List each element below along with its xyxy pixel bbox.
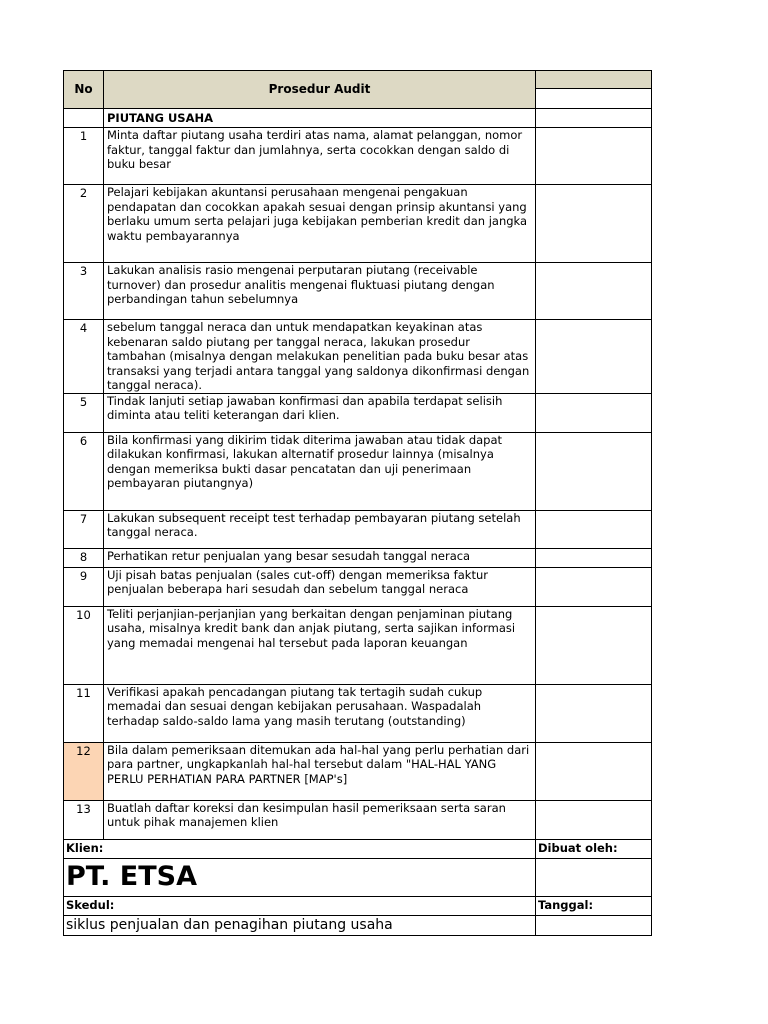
row-procedure[interactable] (104, 742, 536, 800)
row-number[interactable]: 2 (64, 185, 104, 263)
row-procedure[interactable] (104, 432, 536, 510)
row-procedure[interactable] (104, 263, 536, 320)
section-no-cell[interactable] (64, 109, 104, 128)
table-row (64, 742, 652, 800)
header-procedure[interactable]: Prosedur Audit (104, 71, 536, 109)
row-right-cell[interactable] (536, 684, 652, 742)
section-title[interactable]: PIUTANG USAHA (104, 109, 536, 128)
schedule-label[interactable]: Skedul: (64, 896, 536, 915)
procedure-text: Bila konfirmasi yang dikirim tidak diterima jawaban atau tidak dapat dilakukan konfirmasi, lakukan alternatif prosedur lainnya (misalnya dengan memeriksa bukti dasar pencatatan dan uji penerimaan pembayaran piutangnya) (107, 432, 503, 490)
procedure-text: Teliti perjanjian-perjanjian yang berkaitan dengan penjaminan piutang usaha, misalnya kredit bank dan anjak piutang, serta sajikan informasi yang memadai mengenai hal tersebut pada laporan keuangan (107, 606, 516, 650)
row-right-cell[interactable] (536, 800, 652, 839)
section-right-cell[interactable] (536, 109, 652, 128)
cycle-text[interactable]: siklus penjualan dan penagihan piutang usaha (64, 915, 536, 935)
row-number[interactable]: 6 (64, 432, 104, 510)
row-number[interactable]: 9 (64, 567, 104, 606)
table-row (64, 510, 652, 548)
client-label[interactable]: Klien: (64, 839, 536, 858)
audit-procedure-table (63, 70, 652, 936)
row-right-cell[interactable] (536, 606, 652, 684)
row-right-cell[interactable] (536, 432, 652, 510)
table-row (64, 393, 652, 432)
date-label[interactable]: Tanggal: (536, 896, 652, 915)
row-procedure[interactable] (104, 606, 536, 684)
row-procedure[interactable] (104, 510, 536, 548)
row-number[interactable]: 1 (64, 128, 104, 185)
row-procedure[interactable] (104, 185, 536, 263)
procedure-text: Perhatikan retur penjualan yang besar sesudah tanggal neraca (107, 548, 471, 563)
table-row (64, 548, 652, 567)
row-number[interactable]: 4 (64, 320, 104, 394)
header-right-cell[interactable] (536, 71, 652, 109)
row-right-cell[interactable] (536, 263, 652, 320)
row-procedure[interactable] (104, 548, 536, 567)
procedure-text: Buatlah daftar koreksi dan kesimpulan hasil pemeriksaan serta saran untuk pihak manajemen klien (107, 800, 506, 829)
row-procedure[interactable] (104, 800, 536, 839)
table-row (64, 567, 652, 606)
row-procedure[interactable] (104, 684, 536, 742)
row-procedure[interactable] (104, 320, 536, 394)
row-number[interactable]: 3 (64, 263, 104, 320)
row-procedure[interactable] (104, 128, 536, 185)
audit-program-sheet (63, 70, 651, 936)
prepared-by-value-cell[interactable] (536, 858, 652, 896)
header-no[interactable]: No (64, 71, 104, 109)
row-number[interactable]: 11 (64, 684, 104, 742)
row-right-cell[interactable] (536, 185, 652, 263)
row-procedure[interactable] (104, 393, 536, 432)
table-row (64, 684, 652, 742)
row-right-cell[interactable] (536, 128, 652, 185)
table-row (64, 128, 652, 185)
row-number[interactable]: 5 (64, 393, 104, 432)
table-row (64, 263, 652, 320)
procedure-text: Pelajari kebijakan akuntansi perusahaan mengenai pengakuan pendapatan dan cocokkan apakah sesuai dengan prinsip akuntansi yang berlaku umum serta pelajari juga kebijakan pemberian kredit dan jangka waktu pembayarannya (107, 185, 528, 243)
table-row (64, 432, 652, 510)
procedure-text: Verifikasi apakah pencadangan piutang tak tertagih sudah cukup memadai dan sesuai dengan kebijakan perusahaan. Waspadalah terhadap saldo-saldo lama yang masih terutang (outstanding) (107, 684, 483, 728)
row-right-cell[interactable] (536, 393, 652, 432)
row-number[interactable]: 13 (64, 800, 104, 839)
table-row (64, 606, 652, 684)
row-procedure[interactable] (104, 567, 536, 606)
row-number[interactable]: 7 (64, 510, 104, 548)
row-right-cell[interactable] (536, 742, 652, 800)
procedure-text: Uji pisah batas penjualan (sales cut-off) dengan memeriksa faktur penjualan beberapa hari sesudah dan sebelum tanggal neraca (107, 567, 488, 596)
row-number-selected[interactable]: 12 (64, 742, 104, 800)
procedure-text: sebelum tanggal neraca dan untuk mendapatkan keyakinan atas kebenaran saldo piutang per tanggal neraca, lakukan prosedur tambahan (misalnya dengan melakukan penelitian pada buku besar atas transaksi yang terjadi antara tanggal yang saldonya dikonfirmasi dengan tanggal neraca). (107, 320, 530, 392)
date-value-cell[interactable] (536, 915, 652, 935)
table-row (64, 800, 652, 839)
row-right-cell[interactable] (536, 567, 652, 606)
row-number[interactable]: 8 (64, 548, 104, 567)
procedure-text: Lakukan subsequent receipt test terhadap pembayaran piutang setelah tanggal neraca. (107, 510, 521, 539)
row-right-cell[interactable] (536, 548, 652, 567)
row-number[interactable]: 10 (64, 606, 104, 684)
row-right-cell[interactable] (536, 320, 652, 394)
table-row (64, 320, 652, 394)
prepared-by-label[interactable]: Dibuat oleh: (536, 839, 652, 858)
procedure-text: Lakukan analisis rasio mengenai perputaran piutang (receivable turnover) dan prosedur analitis mengenai fluktuasi piutang dengan perbandingan tahun sebelumnya (107, 263, 495, 306)
procedure-text: Bila dalam pemeriksaan ditemukan ada hal-hal yang perlu perhatian dari para partner, ungkapkanlah hal-hal tersebut dalam "HAL-HAL YANG PERLU PERHATIAN PARA PARTNER [MAP's] (107, 742, 530, 786)
company-name[interactable]: PT. ETSA (64, 858, 536, 896)
row-right-cell[interactable] (536, 510, 652, 548)
table-row (64, 185, 652, 263)
procedure-text: Tindak lanjuti setiap jawaban konfirmasi dan apabila terdapat selisih diminta atau teliti keterangan dari klien. (107, 393, 503, 422)
procedure-text: Minta daftar piutang usaha terdiri atas nama, alamat pelanggan, nomor faktur, tanggal faktur dan jumlahnya, serta cocokkan dengan saldo di buku besar (107, 128, 523, 171)
